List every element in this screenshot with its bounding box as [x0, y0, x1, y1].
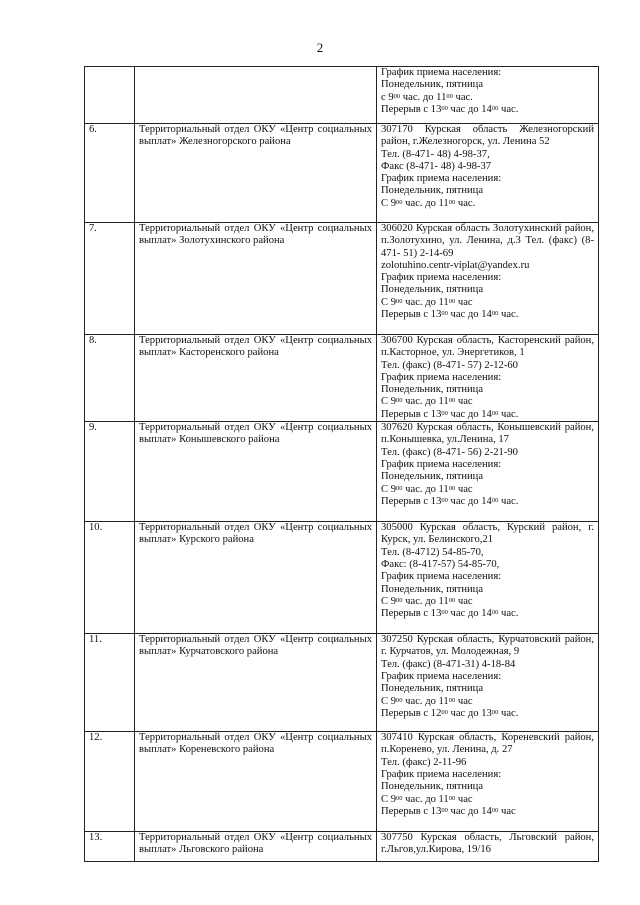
contact-line: Тел. (факс) (8-471- 56) 2-21-90 [381, 446, 518, 458]
contact-line: Факс (8-471- 48) 4-98-37 [381, 160, 492, 172]
offices-table-body [85, 67, 599, 862]
table-row-continuation [85, 67, 599, 124]
office-contacts [377, 124, 599, 223]
schedule-hours: С $9^{00}$ час. до $11^{00}$ час [381, 695, 473, 707]
schedule-hours: С $9^{00}$ час. до $11^{00}$ час [381, 396, 473, 408]
office-address: 307410 Курская область, Кореневский район, п.Коренево, ул. Ленина, д. 27 [381, 732, 594, 756]
contact-line: Понедельник, пятница [381, 471, 484, 483]
schedule-break: Перерыв с $13^{00}$ час до $14^{00}$ час. [381, 103, 519, 115]
table-row [85, 732, 599, 832]
row-number: 11. [85, 634, 135, 732]
row-number: 13. [85, 832, 135, 862]
contact-line: Тел. (факс) (8-471-31) 4-18-84 [381, 658, 516, 670]
row-number-cell [85, 67, 135, 124]
contact-line: Тел. (8-4712) 54-85-70, [381, 546, 484, 558]
office-contacts-cell [377, 67, 599, 124]
row-number: 8. [85, 335, 135, 422]
office-contacts [377, 522, 599, 634]
office-address: 306020 Курская область Золотухинский район, п.Золотухино, ул. Ленина, д.3 Тел. (факс) (8-471- 51) 2-14-69 [381, 223, 594, 259]
schedule-break: Перерыв с $13^{00}$ час до $14^{00}$ час. [381, 495, 519, 507]
office-contacts [377, 335, 599, 422]
office-name-cell [135, 67, 377, 124]
schedule-break: Перерыв с $13^{00}$ час до $14^{00}$ час. [381, 309, 519, 321]
office-name: Территориальный отдел ОКУ «Центр социальных выплат» Касторенского района [135, 335, 377, 422]
office-address: 307750 Курская область, Льговский район, г.Льгов,ул.Кирова, 19/16 [381, 832, 594, 856]
row-number: 7. [85, 223, 135, 335]
office-name: Территориальный отдел ОКУ «Центр социальных выплат» Курчатовского района [135, 634, 377, 732]
contact-line: График приема населения: [381, 371, 502, 383]
schedule-break: Перерыв с $13^{00}$ час до $14^{00}$ час. [381, 408, 519, 420]
table-row [85, 422, 599, 522]
schedule-days: Понедельник, пятница [381, 79, 484, 91]
contact-line: Тел. (8-471- 48) 4-98-37, [381, 148, 490, 160]
contact-line: Понедельник, пятница [381, 683, 484, 695]
table-row [85, 335, 599, 422]
contact-line: Понедельник, пятница [381, 781, 484, 793]
row-number: 9. [85, 422, 135, 522]
office-contacts [377, 634, 599, 732]
office-name: Территориальный отдел ОКУ «Центр социальных выплат» Кореневского района [135, 732, 377, 832]
schedule-label: График приема населения: [381, 67, 502, 78]
office-name: Территориальный отдел ОКУ «Центр социальных выплат» Конышевского района [135, 422, 377, 522]
table-row [85, 223, 599, 335]
schedule-hours: С $9^{00}$ час. до $11^{00}$ час [381, 296, 473, 308]
contact-line: Тел. (факс) (8-471- 57) 2-12-60 [381, 359, 518, 371]
office-name: Территориальный отдел ОКУ «Центр социальных выплат» Железногорского района [135, 124, 377, 223]
row-number: 6. [85, 124, 135, 223]
schedule-hours: С $9^{00}$ час. до $11^{00}$ час [381, 483, 473, 495]
table-row [85, 522, 599, 634]
office-contacts [377, 732, 599, 832]
row-number: 10. [85, 522, 135, 634]
contact-line: График приема населения: [381, 768, 502, 780]
offices-table [84, 66, 599, 862]
office-address: 306700 Курская область, Касторенский район, п.Касторное, ул. Энергетиков, 1 [381, 335, 594, 359]
office-address: 307620 Курская область, Конышевский район, п.Конышевка, ул.Ленина, 17 [381, 422, 594, 446]
contact-line: zolotuhino.centr-viplat@yandex.ru [381, 259, 530, 271]
contact-line: График приема населения: [381, 571, 502, 583]
office-address: 307250 Курская область, Курчатовский район, г. Курчатов, ул. Молодежная, 9 [381, 634, 594, 658]
contact-line: Понедельник, пятница [381, 284, 484, 296]
contact-line: Понедельник, пятница [381, 384, 484, 396]
contact-line: Понедельник, пятница [381, 185, 484, 197]
contact-line: Тел. (факс) 2-11-96 [381, 756, 467, 768]
office-address: 307170 Курская область Железногорский район, г.Железногорск, ул. Ленина 52 [381, 124, 594, 148]
row-number: 12. [85, 732, 135, 832]
schedule-hours: С $9^{00}$ час. до $11^{00}$ час [381, 595, 473, 607]
schedule-hours: С $9^{00}$ час. до $11^{00}$ час. [381, 197, 476, 209]
table-row [85, 634, 599, 732]
schedule-hours: с $9^{00}$ час. до $11^{00}$ час. [381, 91, 473, 103]
contact-line: График приема населения: [381, 670, 502, 682]
office-name: Территориальный отдел ОКУ «Центр социальных выплат» Льговского района [135, 832, 377, 862]
schedule-break: Перерыв с $13^{00}$ час до $14^{00}$ час. [381, 608, 519, 620]
office-name: Территориальный отдел ОКУ «Центр социальных выплат» Золотухинского района [135, 223, 377, 335]
office-name: Территориальный отдел ОКУ «Центр социальных выплат» Курского района [135, 522, 377, 634]
table-row [85, 124, 599, 223]
office-address: 305000 Курская область, Курский район, г. Курск, ул. Белинского,21 [381, 522, 594, 546]
contact-line: График приема населения: [381, 272, 502, 284]
contact-line: Факс: (8-417-57) 54-85-70, [381, 558, 500, 570]
office-contacts [377, 422, 599, 522]
table-row [85, 832, 599, 862]
office-contacts [377, 832, 599, 862]
contact-line: График приема населения: [381, 173, 502, 185]
schedule-break: Перерыв с $13^{00}$ час до $14^{00}$ час [381, 805, 516, 817]
contact-line: Понедельник, пятница [381, 583, 484, 595]
schedule-hours: С $9^{00}$ час. до $11^{00}$ час [381, 793, 473, 805]
contact-line: График приема населения: [381, 458, 502, 470]
page-number: 2 [316, 40, 324, 55]
office-contacts [377, 223, 599, 335]
schedule-break: Перерыв с $12^{00}$ час до $13^{00}$ час. [381, 707, 519, 719]
